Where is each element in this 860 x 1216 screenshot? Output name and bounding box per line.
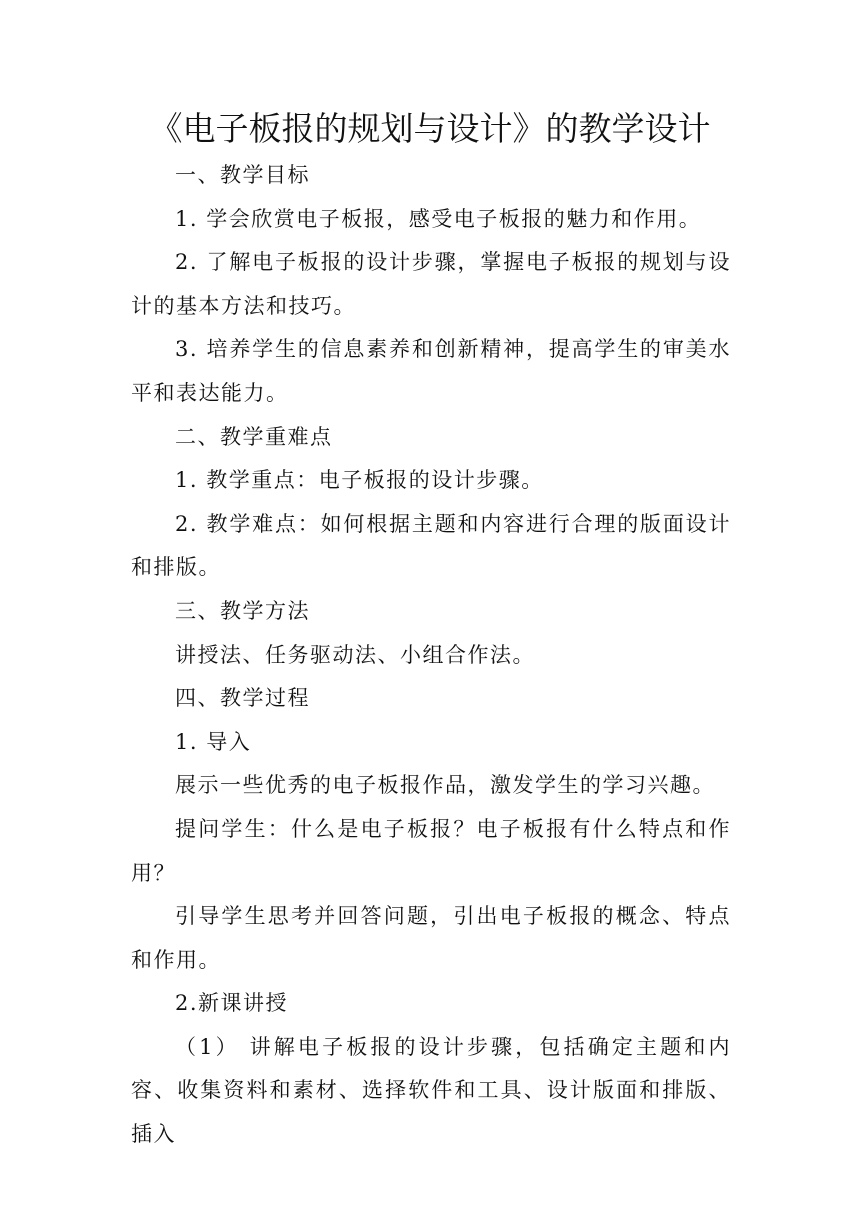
paragraph: 3. 培养学生的信息素养和创新精神，提高学生的审美水平和表达能力。	[131, 337, 731, 405]
paragraph: 1. 教学重点：电子板报的设计步骤。	[175, 468, 544, 493]
paragraph: 2. 了解电子板报的设计步骤，掌握电子板报的规划与设计的基本方法和技巧。	[131, 250, 731, 318]
section-heading-process: 四、教学过程	[175, 686, 310, 711]
section-heading-objectives: 一、教学目标	[175, 163, 310, 187]
document-body	[131, 154, 731, 1157]
paragraph: （1） 讲解电子板报的设计步骤，包括确定主题和内容、收集资料和素材、选择软件和工具、设计版面和排版、插入	[131, 1034, 731, 1147]
paragraph: 2. 教学难点：如何根据主题和内容进行合理的版面设计和排版。	[131, 511, 731, 580]
paragraph: 2.新课讲授	[175, 991, 289, 1016]
paragraph: 1. 学会欣赏电子板报，感受电子板报的魅力和作用。	[175, 206, 702, 231]
document-title: 《电子板报的规划与设计》的教学设计	[149, 109, 711, 148]
paragraph: 提问学生：什么是电子板报？电子板报有什么特点和作用？	[131, 816, 731, 885]
section-heading-methods: 三、教学方法	[175, 598, 310, 623]
paragraph: 引导学生思考并回答问题，引出电子板报的概念、特点和作用。	[131, 904, 731, 972]
paragraph: 讲授法、任务驱动法、小组合作法。	[175, 642, 535, 667]
paragraph: 展示一些优秀的电子板报作品，激发学生的学习兴趣。	[175, 773, 715, 798]
section-heading-key-points: 二、教学重难点	[175, 424, 333, 449]
paragraph: 1. 导入	[175, 729, 252, 754]
